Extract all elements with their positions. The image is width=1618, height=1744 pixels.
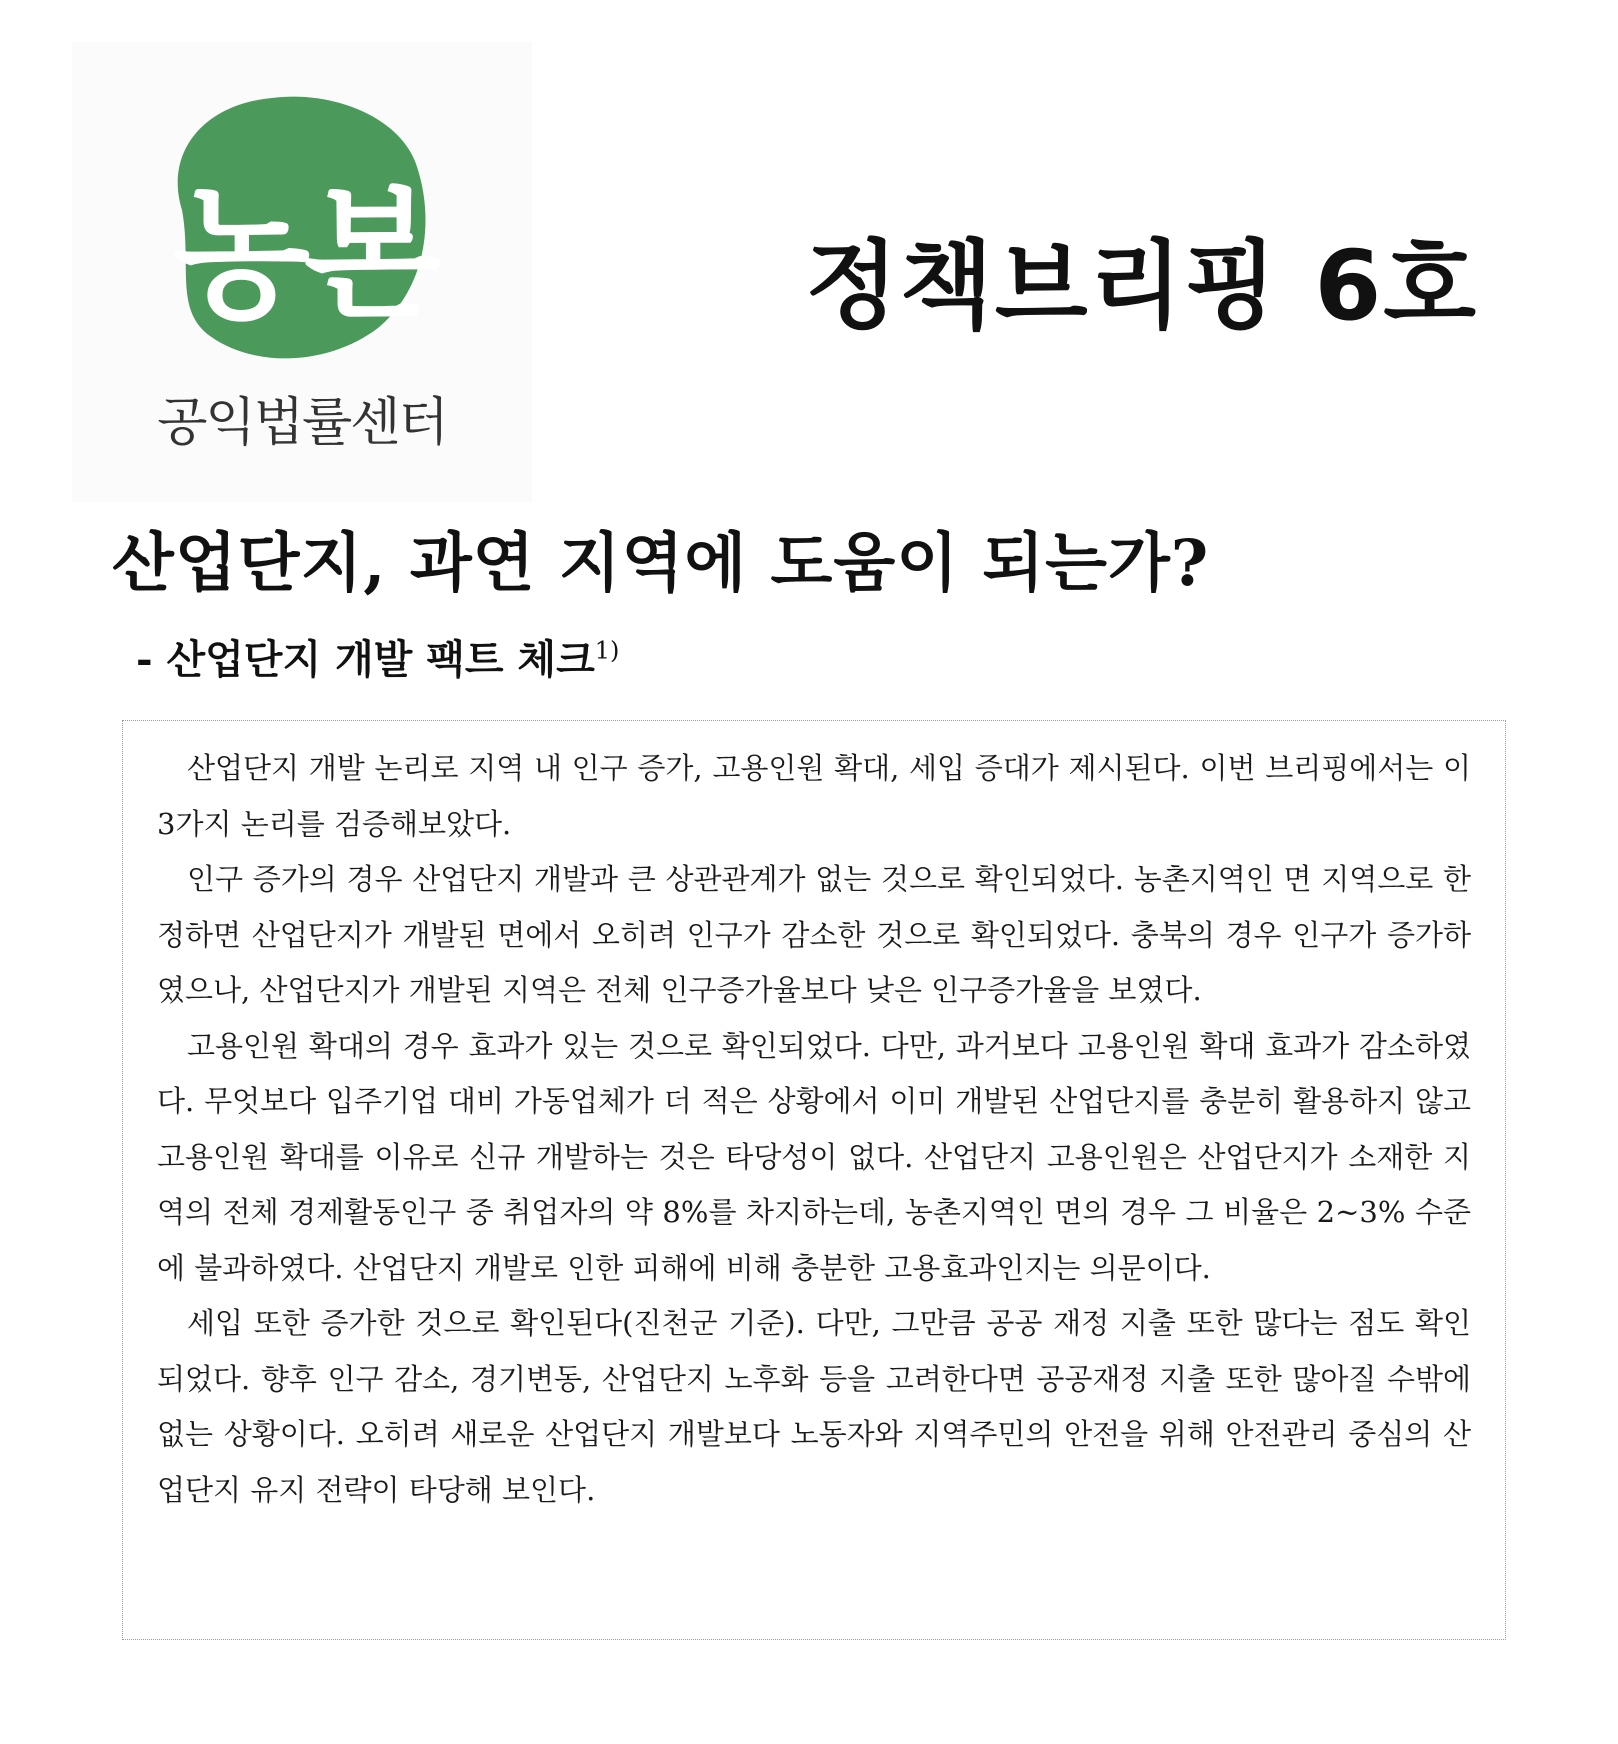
summary-paragraph: 세입 또한 증가한 것으로 확인된다(진천군 기준). 다만, 그만큼 공공 재정 지출 또한 많다는 점도 확인되었다. 향후 인구 감소, 경기변동, 산업단지 노후화 등을 고려한다면 공공재정 지출 또한 많아질 수밖에 없는 상황이다. 오히려 새로운 산업단지 개발보다 노동자와 지역주민의 안전을 위해 안전관리 중심의 산업단지 유지 전략이 타당해 보인다. xyxy=(157,1306,1471,1507)
issue-title: 정책브리핑 6호 xyxy=(805,230,1478,342)
logo-mark xyxy=(72,42,532,382)
footnote-marker: 1) xyxy=(594,636,620,665)
summary-paragraph: 인구 증가의 경우 산업단지 개발과 큰 상관관계가 없는 것으로 확인되었다. 농촌지역인 면 지역으로 한정하면 산업단지가 개발된 면에서 오히려 인구가 감소한 것으로 확인되었다. 충북의 경우 인구가 증가하였으나, 산업단지가 개발된 지역은 전체 인구증가율보다 낮은 인구증가율을 보였다. xyxy=(157,862,1471,1007)
main-title: 산업단지, 과연 지역에 도움이 되는가? xyxy=(112,526,1210,601)
subtitle xyxy=(136,628,619,685)
logo-mark-text: 농본 xyxy=(172,173,436,338)
logo-caption: 공익법률센터 xyxy=(157,393,447,453)
summary-paragraph: 고용인원 확대의 경우 효과가 있는 것으로 확인되었다. 다만, 과거보다 고용인원 확대 효과가 감소하였다. 무엇보다 입주기업 대비 가동업체가 더 적은 상황에서 이미 개발된 산업단지를 충분히 활용하지 않고 고용인원 확대를 이유로 신규 개발하는 것은 타당성이 없다. 산업단지 고용인원은 산업단지가 소재한 지역의 전체 경제활동인구 중 취업자의 약 8%를 차지하는데, 농촌지역인 면의 경우 그 비율은 2~3% 수준에 불과하였다. 산업단지 개발로 인한 피해에 비해 충분한 고용효과인지는 의문이다. xyxy=(157,1028,1471,1285)
summary-box xyxy=(122,720,1506,1640)
summary-paragraph: 산업단지 개발 논리로 지역 내 인구 증가, 고용인원 확대, 세입 증대가 제시된다. 이번 브리핑에서는 이 3가지 논리를 검증해보았다. xyxy=(157,751,1471,841)
logo xyxy=(72,42,532,502)
subtitle-text: - 산업단지 개발 팩트 체크 xyxy=(136,636,595,683)
